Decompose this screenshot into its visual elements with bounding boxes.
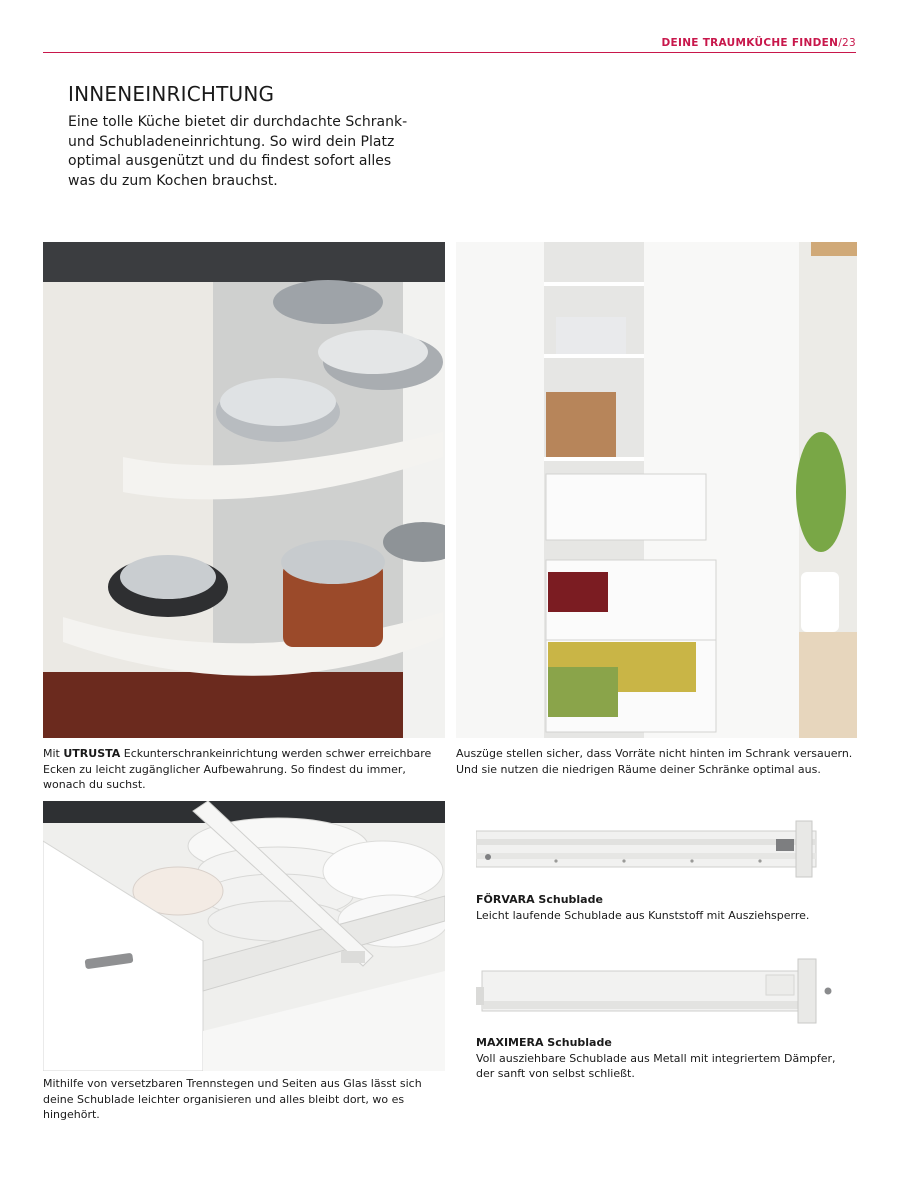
corner-caption-product: UTRUSTA [63,747,121,760]
maximera-title: MAXIMERA Schublade [476,1036,612,1049]
pantry-pullouts-photo [456,242,857,738]
pullouts-caption: Auszüge stellen sicher, dass Vorräte nicht hinten im Schrank versauern. Und sie nutzen die niedrigen Räume deiner Schränke optimal aus. [456,747,853,776]
page-title: INNENEINRICHTUNG [68,82,275,106]
maximera-drawer-image [476,957,836,1027]
header-separator: / [838,37,843,49]
forvara-drawer-image [476,817,832,881]
maximera-description: Voll ausziehbare Schublade aus Metall mit integriertem Dämpfer, der sanft von selbst schließt. [476,1051,836,1080]
corner-caption [43,746,445,793]
corner-cabinet-photo [43,242,445,738]
page-number: 23 [842,37,856,49]
drawer-dividers-photo [43,801,445,1071]
forvara-info [476,892,856,923]
forvara-description: Leicht laufende Schublade aus Kunststoff mit Ausziehsperre. [476,908,810,922]
section-title: DEINE TRAUMKÜCHE FINDEN [661,37,839,49]
maximera-info [476,1035,846,1082]
corner-caption-text: Eckunterschrankeinrichtung werden schwer erreichbare Ecken zu leicht zugänglicher Aufbewahrung. So findest du immer, wonach du suchst. [43,747,432,791]
forvara-title: FÖRVARA Schublade [476,893,603,906]
corner-caption-prefix: Mit [43,747,64,760]
dividers-caption: Mithilfe von versetzbaren Trennstegen und Seiten aus Glas lässt sich deine Schublade leichter organisieren und alles bleibt dort, wo es hingehört. [43,1077,422,1121]
intro-text: Eine tolle Küche bietet dir durchdachte Schrank- und Schubladeneinrichtung. So wird dein Platz optimal ausgenützt und du findest sofort alles was du zum Kochen brauchst. [68,114,408,189]
page-header [43,36,856,53]
